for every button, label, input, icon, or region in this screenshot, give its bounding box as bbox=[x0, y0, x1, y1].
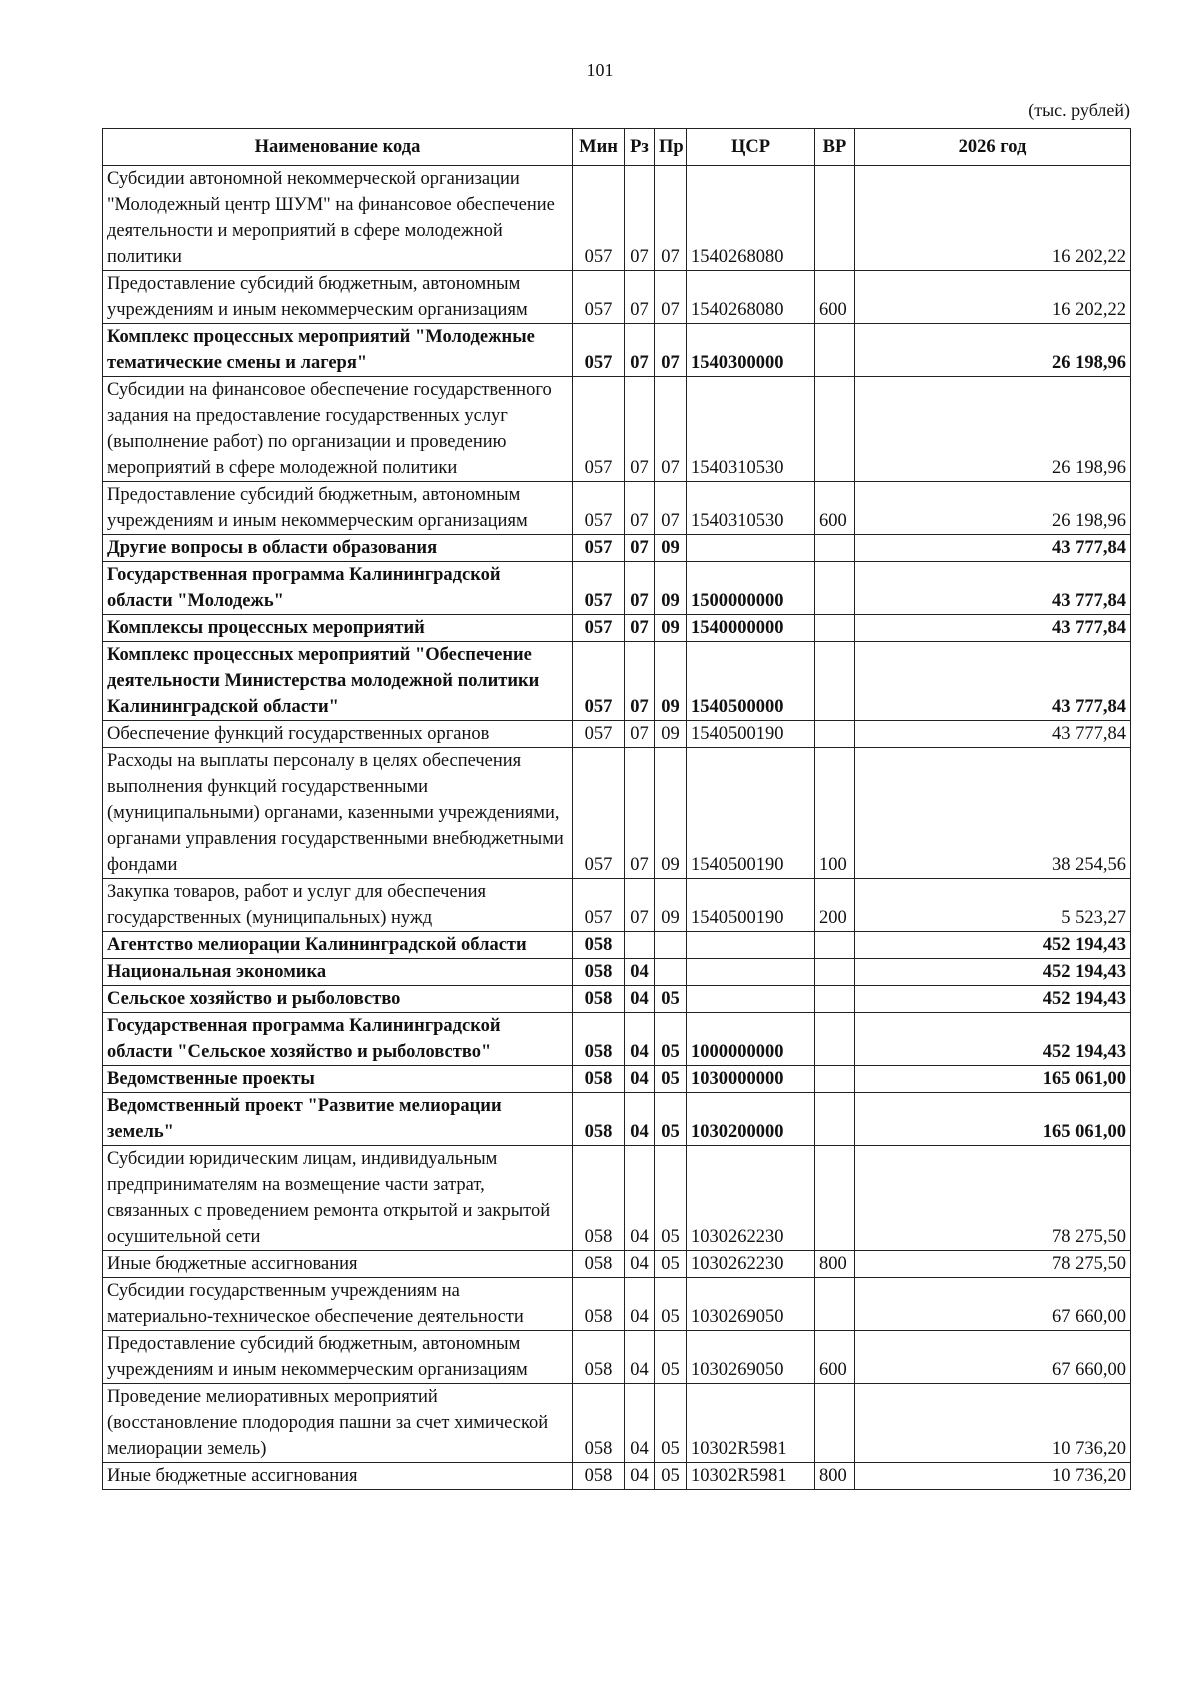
cell-min: 057 bbox=[573, 879, 625, 932]
cell-sum: 43 777,84 bbox=[855, 721, 1131, 748]
cell-csr: 1030262230 bbox=[687, 1146, 815, 1251]
cell-name: Государственная программа Калининградской области "Молодежь" bbox=[103, 562, 573, 615]
cell-vr bbox=[815, 642, 855, 721]
cell-vr bbox=[815, 1013, 855, 1066]
cell-name: Иные бюджетные ассигнования bbox=[103, 1463, 573, 1490]
cell-name: Субсидии государственным учреждениям на материально-техническое обеспечение деятельности bbox=[103, 1278, 573, 1331]
cell-pr bbox=[655, 932, 687, 959]
cell-min: 057 bbox=[573, 721, 625, 748]
table-row bbox=[103, 1146, 1131, 1251]
cell-rz: 04 bbox=[625, 1384, 655, 1463]
cell-rz bbox=[625, 932, 655, 959]
table-header-row bbox=[103, 129, 1131, 166]
cell-vr bbox=[815, 721, 855, 748]
cell-sum: 43 777,84 bbox=[855, 562, 1131, 615]
cell-rz: 07 bbox=[625, 377, 655, 482]
cell-pr: 07 bbox=[655, 271, 687, 324]
cell-sum: 16 202,22 bbox=[855, 166, 1131, 271]
page-number: 101 bbox=[586, 60, 614, 80]
cell-sum: 165 061,00 bbox=[855, 1066, 1131, 1093]
cell-min: 058 bbox=[573, 986, 625, 1013]
cell-sum: 452 194,43 bbox=[855, 932, 1131, 959]
cell-csr: 1540310530 bbox=[687, 482, 815, 535]
cell-name: Национальная экономика bbox=[103, 959, 573, 986]
cell-min: 058 bbox=[573, 1013, 625, 1066]
cell-sum: 43 777,84 bbox=[855, 535, 1131, 562]
cell-vr bbox=[815, 1093, 855, 1146]
cell-name: Иные бюджетные ассигнования bbox=[103, 1251, 573, 1278]
cell-pr: 07 bbox=[655, 377, 687, 482]
cell-csr bbox=[687, 535, 815, 562]
cell-min: 058 bbox=[573, 1384, 625, 1463]
cell-csr bbox=[687, 932, 815, 959]
cell-pr: 05 bbox=[655, 1251, 687, 1278]
cell-min: 057 bbox=[573, 562, 625, 615]
cell-sum: 452 194,43 bbox=[855, 986, 1131, 1013]
cell-rz: 07 bbox=[625, 615, 655, 642]
cell-vr bbox=[815, 959, 855, 986]
cell-sum: 10 736,20 bbox=[855, 1384, 1131, 1463]
cell-name: Субсидии юридическим лицам, индивидуальным предпринимателям на возмещение части затрат, связанных с проведением ремонта открытой и закрытой осушительной сети bbox=[103, 1146, 573, 1251]
cell-csr: 1030269050 bbox=[687, 1331, 815, 1384]
cell-vr bbox=[815, 324, 855, 377]
units-label: (тыс. рублей) bbox=[1028, 100, 1130, 120]
cell-sum: 43 777,84 bbox=[855, 615, 1131, 642]
header-vr: ВР bbox=[815, 129, 855, 166]
cell-min: 058 bbox=[573, 1463, 625, 1490]
cell-rz: 07 bbox=[625, 879, 655, 932]
cell-rz: 07 bbox=[625, 748, 655, 879]
cell-sum: 67 660,00 bbox=[855, 1331, 1131, 1384]
table-body bbox=[103, 166, 1131, 1490]
table-row bbox=[103, 1463, 1131, 1490]
table-row bbox=[103, 615, 1131, 642]
cell-pr: 09 bbox=[655, 879, 687, 932]
cell-name: Субсидии автономной некоммерческой организации "Молодежный центр ШУМ" на финансовое обеспечение деятельности и мероприятий в сфере молодежной политики bbox=[103, 166, 573, 271]
cell-min: 057 bbox=[573, 535, 625, 562]
cell-csr: 1030269050 bbox=[687, 1278, 815, 1331]
cell-pr: 05 bbox=[655, 1278, 687, 1331]
cell-csr: 1500000000 bbox=[687, 562, 815, 615]
cell-pr: 05 bbox=[655, 1331, 687, 1384]
cell-pr: 05 bbox=[655, 986, 687, 1013]
cell-rz: 07 bbox=[625, 562, 655, 615]
cell-sum: 43 777,84 bbox=[855, 642, 1131, 721]
cell-sum: 10 736,20 bbox=[855, 1463, 1131, 1490]
cell-rz: 04 bbox=[625, 1251, 655, 1278]
cell-sum: 78 275,50 bbox=[855, 1146, 1131, 1251]
cell-sum: 26 198,96 bbox=[855, 324, 1131, 377]
cell-vr bbox=[815, 986, 855, 1013]
table-row bbox=[103, 932, 1131, 959]
cell-csr: 1540500190 bbox=[687, 879, 815, 932]
table-row bbox=[103, 642, 1131, 721]
cell-pr: 05 bbox=[655, 1146, 687, 1251]
cell-vr: 100 bbox=[815, 748, 855, 879]
cell-rz: 04 bbox=[625, 1463, 655, 1490]
header-pr: Пр bbox=[655, 129, 687, 166]
table-row bbox=[103, 166, 1131, 271]
cell-rz: 04 bbox=[625, 986, 655, 1013]
table-row bbox=[103, 1093, 1131, 1146]
cell-csr: 10302R5981 bbox=[687, 1384, 815, 1463]
cell-rz: 04 bbox=[625, 1093, 655, 1146]
cell-min: 057 bbox=[573, 271, 625, 324]
header-year: 2026 год bbox=[855, 129, 1131, 166]
cell-rz: 04 bbox=[625, 1278, 655, 1331]
header-rz: Рз bbox=[625, 129, 655, 166]
cell-min: 058 bbox=[573, 1093, 625, 1146]
table-row bbox=[103, 986, 1131, 1013]
cell-name: Комплексы процессных мероприятий bbox=[103, 615, 573, 642]
cell-min: 057 bbox=[573, 642, 625, 721]
cell-csr: 10302R5981 bbox=[687, 1463, 815, 1490]
cell-min: 057 bbox=[573, 748, 625, 879]
cell-min: 058 bbox=[573, 1331, 625, 1384]
cell-pr: 05 bbox=[655, 1384, 687, 1463]
cell-vr bbox=[815, 615, 855, 642]
table-row bbox=[103, 959, 1131, 986]
cell-csr: 1030000000 bbox=[687, 1066, 815, 1093]
cell-name: Предоставление субсидий бюджетным, автономным учреждениям и иным некоммерческим организациям bbox=[103, 1331, 573, 1384]
table-row bbox=[103, 535, 1131, 562]
cell-vr: 800 bbox=[815, 1463, 855, 1490]
cell-csr: 1030200000 bbox=[687, 1093, 815, 1146]
cell-name: Субсидии на финансовое обеспечение государственного задания на предоставление государственных услуг (выполнение работ) по организации и проведению мероприятий в сфере молодежной политики bbox=[103, 377, 573, 482]
cell-pr: 09 bbox=[655, 535, 687, 562]
cell-vr bbox=[815, 377, 855, 482]
cell-csr: 1540268080 bbox=[687, 271, 815, 324]
cell-pr: 09 bbox=[655, 721, 687, 748]
header-name: Наименование кода bbox=[103, 129, 573, 166]
cell-rz: 07 bbox=[625, 324, 655, 377]
cell-csr: 1540268080 bbox=[687, 166, 815, 271]
cell-sum: 38 254,56 bbox=[855, 748, 1131, 879]
table-row bbox=[103, 1066, 1131, 1093]
cell-name: Предоставление субсидий бюджетным, автономным учреждениям и иным некоммерческим организациям bbox=[103, 271, 573, 324]
cell-csr: 1540300000 bbox=[687, 324, 815, 377]
cell-vr bbox=[815, 1066, 855, 1093]
cell-csr: 1540000000 bbox=[687, 615, 815, 642]
cell-sum: 26 198,96 bbox=[855, 377, 1131, 482]
cell-vr: 600 bbox=[815, 482, 855, 535]
cell-min: 057 bbox=[573, 482, 625, 535]
cell-pr bbox=[655, 959, 687, 986]
cell-vr: 600 bbox=[815, 1331, 855, 1384]
cell-pr: 05 bbox=[655, 1093, 687, 1146]
cell-min: 058 bbox=[573, 1278, 625, 1331]
cell-vr bbox=[815, 562, 855, 615]
cell-pr: 07 bbox=[655, 324, 687, 377]
cell-min: 057 bbox=[573, 615, 625, 642]
table-row bbox=[103, 1013, 1131, 1066]
cell-name: Сельское хозяйство и рыболовство bbox=[103, 986, 573, 1013]
budget-table bbox=[102, 128, 1131, 1490]
table-row bbox=[103, 748, 1131, 879]
cell-pr: 05 bbox=[655, 1013, 687, 1066]
table-row bbox=[103, 1331, 1131, 1384]
cell-rz: 04 bbox=[625, 1331, 655, 1384]
cell-csr bbox=[687, 986, 815, 1013]
cell-pr: 05 bbox=[655, 1066, 687, 1093]
cell-rz: 07 bbox=[625, 166, 655, 271]
cell-vr bbox=[815, 1384, 855, 1463]
table-row bbox=[103, 377, 1131, 482]
cell-name: Ведомственный проект "Развитие мелиорации земель" bbox=[103, 1093, 573, 1146]
cell-csr: 1540500000 bbox=[687, 642, 815, 721]
cell-min: 058 bbox=[573, 1251, 625, 1278]
cell-rz: 07 bbox=[625, 482, 655, 535]
table-row bbox=[103, 324, 1131, 377]
cell-sum: 16 202,22 bbox=[855, 271, 1131, 324]
cell-rz: 07 bbox=[625, 535, 655, 562]
cell-pr: 09 bbox=[655, 748, 687, 879]
cell-name: Обеспечение функций государственных органов bbox=[103, 721, 573, 748]
cell-csr: 1000000000 bbox=[687, 1013, 815, 1066]
header-csr: ЦСР bbox=[687, 129, 815, 166]
cell-vr bbox=[815, 932, 855, 959]
cell-vr bbox=[815, 1278, 855, 1331]
cell-pr: 07 bbox=[655, 482, 687, 535]
cell-csr: 1540500190 bbox=[687, 721, 815, 748]
cell-csr: 1030262230 bbox=[687, 1251, 815, 1278]
cell-name: Предоставление субсидий бюджетным, автономным учреждениям и иным некоммерческим организациям bbox=[103, 482, 573, 535]
cell-vr: 800 bbox=[815, 1251, 855, 1278]
cell-name: Расходы на выплаты персоналу в целях обеспечения выполнения функций государственными (муниципальными) органами, казенными учреждениями, органами управления государственными внебюджетными фондами bbox=[103, 748, 573, 879]
cell-vr bbox=[815, 1146, 855, 1251]
cell-sum: 67 660,00 bbox=[855, 1278, 1131, 1331]
cell-rz: 07 bbox=[625, 271, 655, 324]
cell-min: 057 bbox=[573, 324, 625, 377]
cell-vr: 200 bbox=[815, 879, 855, 932]
cell-name: Агентство мелиорации Калининградской области bbox=[103, 932, 573, 959]
cell-name: Государственная программа Калининградской области "Сельское хозяйство и рыболовство" bbox=[103, 1013, 573, 1066]
cell-sum: 5 523,27 bbox=[855, 879, 1131, 932]
table-row bbox=[103, 1384, 1131, 1463]
cell-min: 058 bbox=[573, 1066, 625, 1093]
table-row bbox=[103, 1251, 1131, 1278]
cell-rz: 07 bbox=[625, 642, 655, 721]
cell-min: 057 bbox=[573, 377, 625, 482]
cell-rz: 04 bbox=[625, 1013, 655, 1066]
cell-name: Ведомственные проекты bbox=[103, 1066, 573, 1093]
cell-name: Комплекс процессных мероприятий "Обеспечение деятельности Министерства молодежной политики Калининградской области" bbox=[103, 642, 573, 721]
table-row bbox=[103, 482, 1131, 535]
cell-csr: 1540500190 bbox=[687, 748, 815, 879]
cell-min: 058 bbox=[573, 959, 625, 986]
cell-sum: 452 194,43 bbox=[855, 959, 1131, 986]
cell-sum: 452 194,43 bbox=[855, 1013, 1131, 1066]
cell-sum: 165 061,00 bbox=[855, 1093, 1131, 1146]
cell-name: Проведение мелиоративных мероприятий (восстановление плодородия пашни за счет химической мелиорации земель) bbox=[103, 1384, 573, 1463]
cell-csr bbox=[687, 959, 815, 986]
header-min: Мин bbox=[573, 129, 625, 166]
cell-rz: 04 bbox=[625, 959, 655, 986]
cell-vr bbox=[815, 166, 855, 271]
cell-pr: 07 bbox=[655, 166, 687, 271]
table-row bbox=[103, 721, 1131, 748]
cell-name: Комплекс процессных мероприятий "Молодежные тематические смены и лагеря" bbox=[103, 324, 573, 377]
cell-pr: 09 bbox=[655, 642, 687, 721]
cell-name: Закупка товаров, работ и услуг для обеспечения государственных (муниципальных) нужд bbox=[103, 879, 573, 932]
cell-sum: 78 275,50 bbox=[855, 1251, 1131, 1278]
cell-pr: 05 bbox=[655, 1463, 687, 1490]
cell-csr: 1540310530 bbox=[687, 377, 815, 482]
cell-rz: 04 bbox=[625, 1066, 655, 1093]
table-row bbox=[103, 562, 1131, 615]
cell-min: 058 bbox=[573, 1146, 625, 1251]
cell-pr: 09 bbox=[655, 562, 687, 615]
cell-rz: 07 bbox=[625, 721, 655, 748]
cell-min: 057 bbox=[573, 166, 625, 271]
cell-name: Другие вопросы в области образования bbox=[103, 535, 573, 562]
table-row bbox=[103, 1278, 1131, 1331]
cell-rz: 04 bbox=[625, 1146, 655, 1251]
cell-vr bbox=[815, 535, 855, 562]
cell-min: 058 bbox=[573, 932, 625, 959]
cell-sum: 26 198,96 bbox=[855, 482, 1131, 535]
cell-pr: 09 bbox=[655, 615, 687, 642]
table-row bbox=[103, 879, 1131, 932]
cell-vr: 600 bbox=[815, 271, 855, 324]
table-row bbox=[103, 271, 1131, 324]
